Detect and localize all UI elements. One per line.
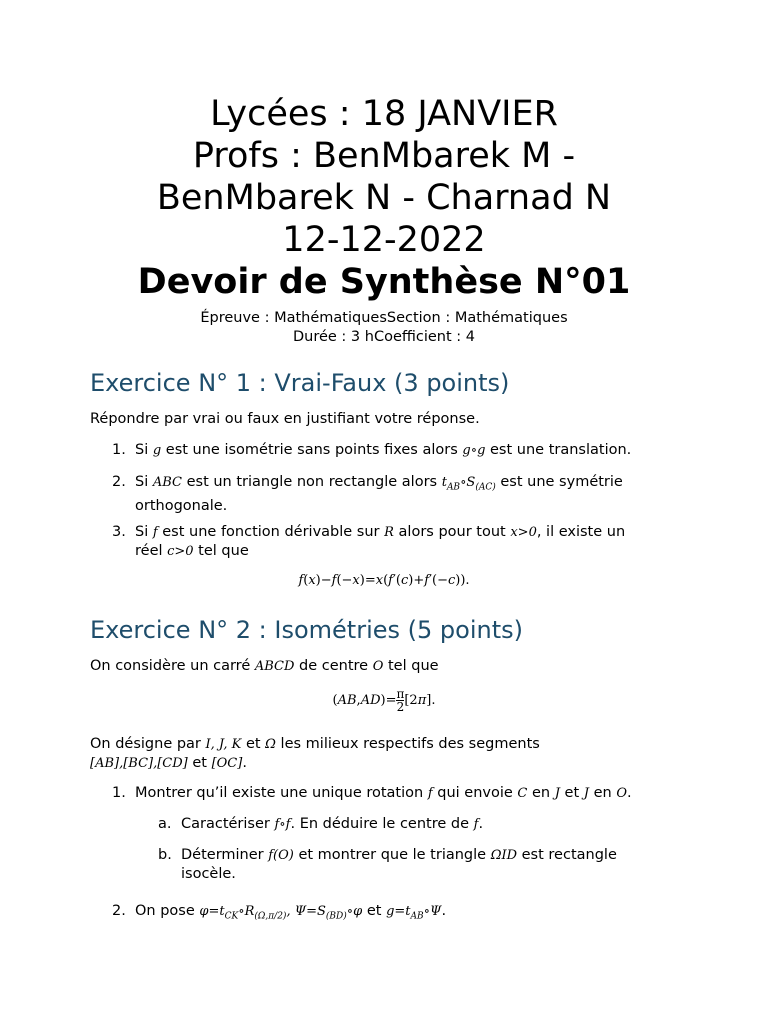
math-g-compose-g: g∘g <box>462 443 486 458</box>
item-text: Si ABC est un triangle non rectangle alors $t_{AB}\circ S_{(AC)}$ est une symétrie orthogonale. <box>135 474 623 514</box>
item-number: 2. <box>112 474 126 490</box>
item-number: 2. <box>112 903 126 919</box>
item-number: 1. <box>112 785 126 801</box>
equation-angle: $(AB,AD)=\frac{\pi}{2}$ [2π]. <box>332 687 436 714</box>
teachers-line-1: Profs : BenMbarek M - <box>192 136 576 176</box>
exercise-2-intro: On considère un carré ABCD de centre O tel que <box>90 658 439 674</box>
item-number: 1. <box>112 442 126 458</box>
item-text: Déterminer f(O) et montrer que le triangle ΩID est rectangle isocèle. <box>181 847 617 882</box>
item-number: b. <box>158 847 172 863</box>
item-text: Si g est une isométrie sans points fixes alors g∘g est une translation. <box>135 442 632 458</box>
math-g-definition: $g=t_{AB}\circ\Psi$ <box>386 904 442 922</box>
exercise-2-title: Exercice N° 2 : Isométries (5 points) <box>90 616 523 644</box>
math-g: g <box>152 443 162 458</box>
math-abc: ABC <box>152 475 182 490</box>
document-title: Devoir de Synthèse N°01 <box>137 262 631 302</box>
item-number: a. <box>158 816 172 832</box>
item-text: Si f est une fonction dérivable sur R alors pour tout x>0, il existe un réel c>0 tel que <box>135 524 626 559</box>
school-date-line: Lycées : 18 JANVIER <box>210 94 558 134</box>
exam-subject-section: Épreuve : MathématiquesSection : Mathématiques <box>200 310 568 326</box>
exam-duration-coefficient: Durée : 3 hCoefficient : 4 <box>292 328 476 345</box>
item-text: Montrer qu’il existe une unique rotation f qui envoie C en J et J en O. <box>135 785 632 801</box>
document-header <box>0 93 768 346</box>
item-text: On pose $\varphi=t_{CK}\circ R_{(\Omega,\pi/2)}$, $\Psi=S_{(BD)}\circ\varphi$ et $g=t_{AB}\circ\Psi$. <box>135 903 447 922</box>
exercise-1-instructions: Répondre par vrai ou faux en justifiant votre réponse. <box>90 411 480 427</box>
teachers-line-2: BenMbarek N - Charnad N <box>156 178 612 218</box>
math-phi-definition: $\varphi=t_{CK}\circ R_{(\Omega,\pi/2)}$, $\Psi=S_{(BD)}\circ\varphi$ <box>199 904 363 922</box>
item-number: 3. <box>112 524 126 540</box>
equation-derivative-identity: f(x)−f(−x)=x(f′(c)+f′(−c)). <box>298 573 470 588</box>
item-text: Caractériser f∘f. En déduire le centre de f. <box>181 816 484 832</box>
math-translation-compose-symmetry: $t_{AB}\circ S_{(AC)}$ <box>441 475 496 493</box>
exam-date: 12-12-2022 <box>282 220 486 260</box>
exercise-2-designation: On désigne par I, J, K et Ω les milieux respectifs des segments [AB],[BC],[CD] et [OC]. <box>90 736 540 771</box>
exercise-1-title: Exercice N° 1 : Vrai-Faux (3 points) <box>90 369 510 397</box>
